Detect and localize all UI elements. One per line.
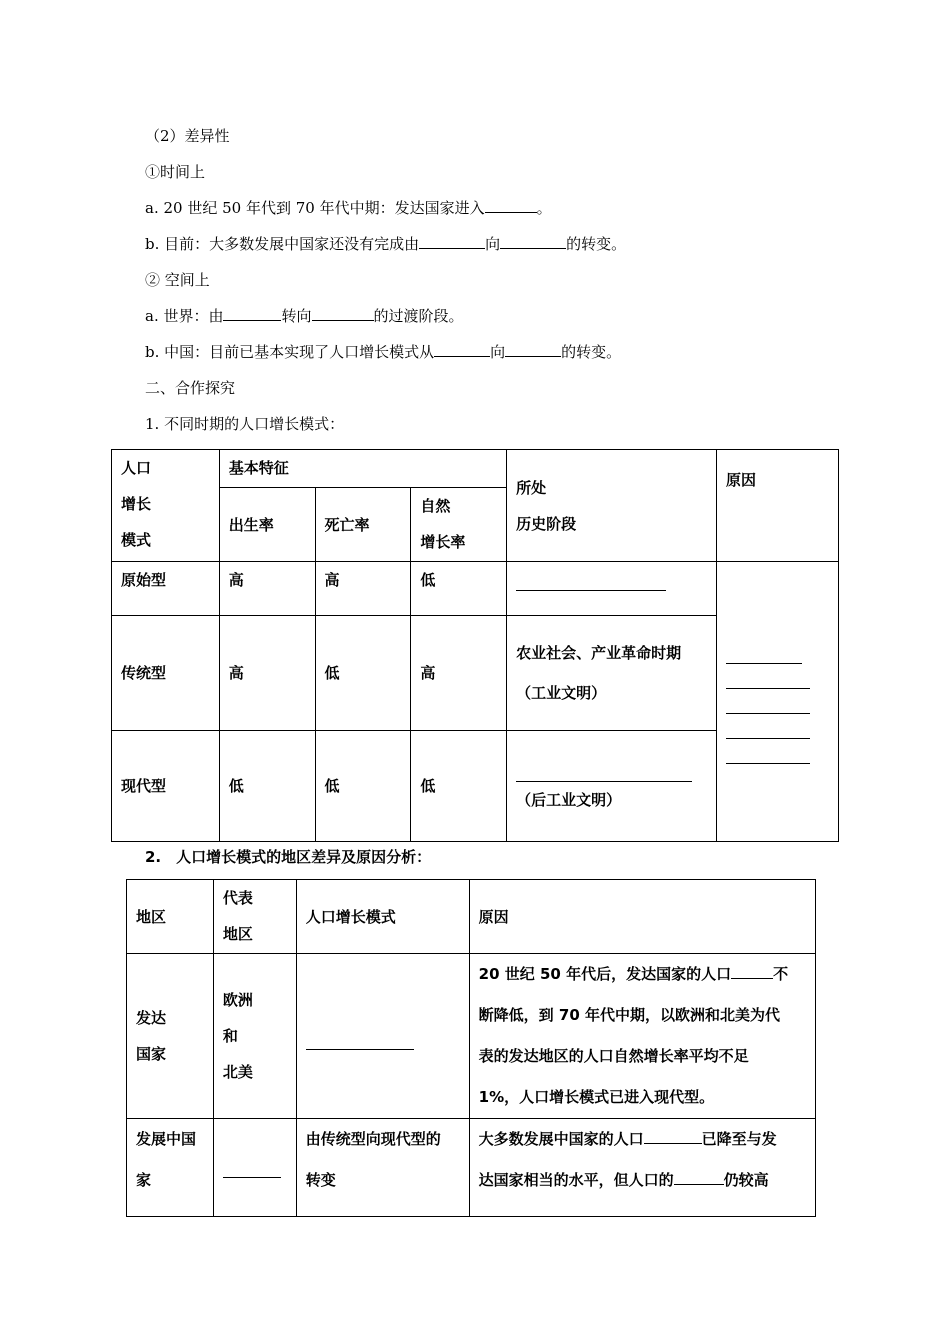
row-death: 低 [315, 731, 411, 842]
fill-blank[interactable] [500, 234, 566, 249]
space-b-prefix: b. 中国：目前已基本实现了人口增长模式从 [145, 343, 435, 361]
header-stage: 所处 历史阶段 [507, 450, 717, 562]
space-a-line [145, 306, 464, 326]
row-death: 高 [315, 562, 411, 616]
row-death: 低 [315, 616, 411, 731]
header-birth: 出生率 [219, 488, 315, 562]
reason-developed: 20 世纪 50 年代后，发达国家的人口 不 断降低，到 70 年代中期，以欧洲和北美为代 表的发达地区的人口自然增长率平均不足 1%，人口增长模式已进入现代型。 [469, 954, 815, 1119]
row-name: 现代型 [112, 731, 220, 842]
header-mode: 人口增长模式 [296, 880, 469, 954]
header-natural: 自然 增长率 [411, 488, 507, 562]
time-a-line [145, 198, 552, 218]
header-rep: 代表 地区 [213, 880, 296, 954]
reason-blanks[interactable] [717, 562, 839, 842]
space-b-mid: 向 [490, 343, 506, 361]
region-developed: 发达 国家 [127, 954, 214, 1119]
header-reason: 原因 [717, 450, 839, 562]
fill-blank[interactable] [419, 234, 485, 249]
fill-blank[interactable] [485, 198, 537, 213]
rep-developed: 欧洲 和 北美 [213, 954, 296, 1119]
section2-title: 二、合作探究 [145, 379, 236, 397]
space-a-prefix: a. 世界：由 [145, 307, 224, 325]
regional-table [126, 879, 816, 1217]
mode-blank[interactable] [296, 954, 469, 1119]
fill-blank[interactable] [505, 342, 561, 357]
row-stage-blank[interactable] [507, 562, 717, 616]
reason-developing: 大多数发展中国家的人口 已降至与发 达国家相当的水平，但人口的 仍较高 [469, 1119, 815, 1217]
row-stage: 农业社会、产业革命时期 （工业文明） [507, 616, 717, 731]
rep-blank[interactable] [213, 1119, 296, 1217]
time-a-prefix: a. 20 世纪 50 年代到 70 年代中期：发达国家进入 [145, 199, 485, 217]
space-b-line [145, 342, 621, 362]
section-diff-title: （2）差异性 [145, 127, 230, 145]
row-birth: 高 [219, 562, 315, 616]
fill-blank[interactable] [644, 1129, 702, 1144]
header-reason: 原因 [469, 880, 815, 954]
fill-blank[interactable] [312, 306, 374, 321]
row-name: 原始型 [112, 562, 220, 616]
row-birth: 高 [219, 616, 315, 731]
row-natural: 高 [411, 616, 507, 731]
item2-title: 2. 人口增长模式的地区差异及原因分析： [145, 848, 432, 866]
time-heading: ①时间上 [145, 163, 206, 181]
row-name: 传统型 [112, 616, 220, 731]
fill-blank[interactable] [434, 342, 490, 357]
fill-blank[interactable] [674, 1170, 724, 1185]
time-b-mid: 向 [485, 235, 501, 253]
row-natural: 低 [411, 731, 507, 842]
row-natural: 低 [411, 562, 507, 616]
mode-developing: 由传统型向现代型的 转变 [296, 1119, 469, 1217]
space-heading: ② 空间上 [145, 271, 210, 289]
time-b-suffix: 的转变。 [566, 235, 627, 253]
time-a-suffix: 。 [536, 199, 552, 217]
header-death: 死亡率 [315, 488, 411, 562]
space-b-suffix: 的转变。 [561, 343, 622, 361]
row-stage: （后工业文明） [507, 731, 717, 842]
header-mode: 人口 增长 模式 [112, 450, 220, 562]
header-region: 地区 [127, 880, 214, 954]
fill-blank[interactable] [731, 964, 773, 979]
growth-mode-table [111, 449, 839, 842]
row-birth: 低 [219, 731, 315, 842]
space-a-mid: 转向 [281, 307, 312, 325]
fill-blank[interactable] [516, 755, 692, 782]
fill-blank[interactable] [223, 306, 281, 321]
item1-title: 1. 不同时期的人口增长模式： [145, 415, 345, 433]
header-features: 基本特征 [219, 450, 506, 488]
time-b-line [145, 234, 626, 254]
space-a-suffix: 的过渡阶段。 [373, 307, 464, 325]
region-developing: 发展中国 家 [127, 1119, 214, 1217]
time-b-prefix: b. 目前：大多数发展中国家还没有完成由 [145, 235, 420, 253]
